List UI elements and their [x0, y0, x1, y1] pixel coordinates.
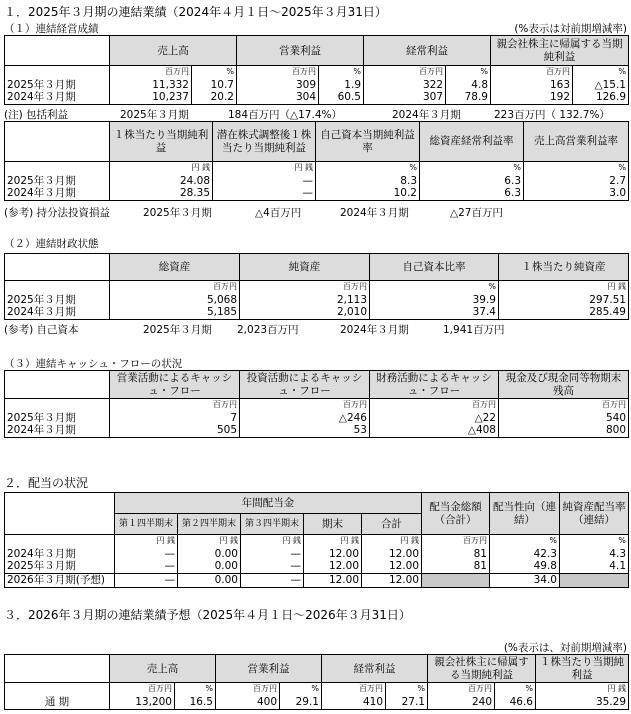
cell: 78.9	[446, 91, 491, 104]
cell: 16.5	[175, 695, 216, 709]
cell: 20.2	[192, 91, 237, 104]
forecast-pct-note: (%表示は、対前期増減率)	[503, 642, 627, 654]
cell: 3.0	[524, 187, 629, 200]
cell: 0.00	[178, 560, 241, 573]
unit-label: %	[316, 162, 420, 175]
header-net-assets: 純資産	[240, 254, 370, 281]
cell: 410	[322, 695, 386, 709]
cell: 309	[237, 78, 319, 91]
cell: △246	[240, 411, 370, 424]
cell: 49.8	[490, 560, 560, 573]
cell: —	[213, 187, 316, 200]
row-label: 2024年３月期	[5, 547, 115, 560]
forecast-header-eps: １株当たり当期純利益	[536, 655, 629, 683]
cell: 7	[110, 411, 240, 424]
row-label: 2026年３月期(予想)	[5, 573, 115, 587]
header-operating-profit: 営業利益	[237, 36, 364, 66]
forecast-title: ３．2026年３月期の連結業績予想（2025年４月１日～2026年３月31日）	[4, 608, 411, 622]
table-row	[5, 91, 629, 104]
cell: 505	[110, 424, 240, 437]
unit-label: 円 銭	[110, 162, 213, 175]
cell: 240	[428, 695, 495, 709]
equity-method-value-2: △27百万円	[450, 207, 503, 219]
per-share-table	[4, 121, 629, 201]
cell: 81	[422, 560, 490, 573]
cell: 192	[491, 91, 573, 104]
cell: 2,010	[240, 306, 370, 319]
table-row	[5, 573, 629, 587]
header-operating-cf: 営業活動によるキャッシュ・フロー	[110, 371, 240, 399]
unit-label: %	[560, 535, 629, 548]
row-label: 2024年３月期	[5, 187, 110, 200]
cell: △22	[370, 411, 499, 424]
unit-label: 円 銭	[536, 683, 629, 696]
header-payout-ratio: 配当性向（連結）	[490, 493, 560, 535]
unit-label: 円 銭	[241, 535, 304, 548]
forecast-header-net-income: 親会社株主に帰属する当期純利益	[428, 655, 536, 683]
cell: 81	[422, 547, 490, 560]
cell: —	[115, 560, 178, 573]
cell: 163	[491, 78, 573, 91]
header-annual-dividends: 年間配当金	[115, 493, 422, 514]
forecast-table	[4, 654, 629, 710]
table-row	[5, 306, 629, 319]
unit-label: 百万円	[110, 399, 240, 412]
cell: 307	[364, 91, 446, 104]
equity-method-label: (参考) 持分法投資損益	[4, 207, 111, 219]
unit-label: 円 銭	[304, 535, 362, 548]
header-total-assets: 総資産	[110, 254, 240, 281]
header-ordinary-profit: 経常利益	[364, 36, 491, 66]
cell: 11,332	[110, 78, 192, 91]
row-label: 2024年３月期	[5, 424, 110, 437]
cell: 5,068	[110, 293, 240, 306]
cell: 24.08	[110, 174, 213, 187]
comprehensive-income-year-1: 2025年３月期	[120, 109, 189, 121]
unit-label: %	[370, 281, 499, 294]
header-net-income: 親会社株主に帰属する当期純利益	[491, 36, 629, 66]
unit-label: %	[175, 683, 216, 696]
header-total: 合計	[362, 514, 422, 535]
header-q3: 第３四半期末	[241, 514, 304, 535]
table-row	[5, 695, 629, 709]
unit-label: 円 銭	[213, 162, 316, 175]
header-financing-cf: 財務活動によるキャッシュ・フロー	[370, 371, 499, 399]
header-diluted-eps: 潜在株式調整後１株当たり当期純利益	[213, 122, 316, 162]
row-label: 2025年３月期	[5, 174, 110, 187]
cell: 28.35	[110, 187, 213, 200]
cell: 2.7	[524, 174, 629, 187]
header-roe: 自己資本当期純利益率	[316, 122, 420, 162]
table-row	[5, 547, 629, 560]
table-row	[5, 560, 629, 573]
unit-label: 百万円	[428, 683, 495, 696]
row-label: 2025年３月期	[5, 293, 110, 306]
cell: —	[115, 547, 178, 560]
cell: 0.00	[178, 547, 241, 560]
unit-label: %	[192, 66, 237, 79]
table-row	[5, 424, 629, 437]
unit-label: %	[573, 66, 629, 79]
pct-note: (%表示は対前期増減率)	[514, 23, 627, 35]
forecast-header-operating-profit: 営業利益	[216, 655, 322, 683]
header-equity-ratio: 自己資本比率	[370, 254, 499, 281]
dividends-table	[4, 492, 629, 588]
cell: 4.1	[560, 560, 629, 573]
header-investing-cf: 投資活動によるキャッシュ・フロー	[240, 371, 370, 399]
row-label: 2025年３月期	[5, 78, 110, 91]
cell: 12.00	[304, 573, 362, 587]
unit-label: 円 銭	[115, 535, 178, 548]
cell: 10.2	[316, 187, 420, 200]
cell: 10.7	[192, 78, 237, 91]
equity-capital-year-1: 2025年３月期	[143, 324, 212, 336]
cell: 285.49	[499, 306, 629, 319]
equity-method-year-2: 2024年３月期	[340, 207, 409, 219]
comprehensive-income-label: (注) 包括利益	[4, 109, 69, 121]
cell: 46.6	[495, 695, 536, 709]
cell: —	[241, 573, 304, 587]
cell: 12.00	[362, 560, 422, 573]
cell: 13,200	[110, 695, 175, 709]
cell: 297.51	[499, 293, 629, 306]
cell: 35.29	[536, 695, 629, 709]
cell: 53	[240, 424, 370, 437]
header-q2: 第２四半期末	[178, 514, 241, 535]
cell: 12.00	[304, 560, 362, 573]
row-label: 通 期	[5, 695, 110, 709]
cell: △15.1	[573, 78, 629, 91]
unit-label: 百万円	[322, 683, 386, 696]
cell: 2,113	[240, 293, 370, 306]
financial-position-table	[4, 253, 629, 320]
cell: 800	[499, 424, 629, 437]
header-bps: １株当たり純資産	[499, 254, 629, 281]
row-label: 2024年３月期	[5, 91, 110, 104]
cell: 5,185	[110, 306, 240, 319]
unit-label: 百万円	[237, 66, 319, 79]
cell: 27.1	[386, 695, 428, 709]
cell: 12.00	[362, 547, 422, 560]
comprehensive-income-value-1: 184百万円（△17.4%）	[228, 109, 342, 121]
cell: —	[115, 573, 178, 587]
forecast-header-ordinary-profit: 経常利益	[322, 655, 428, 683]
unit-label: 百万円	[499, 399, 629, 412]
comprehensive-income-year-2: 2024年３月期	[392, 109, 461, 121]
cell: 0.00	[178, 573, 241, 587]
cell: 12.00	[304, 547, 362, 560]
table-row	[5, 174, 629, 187]
header-cash-balance: 現金及び現金同等物期末残高	[499, 371, 629, 399]
cell: —	[213, 174, 316, 187]
cell: 540	[499, 411, 629, 424]
table-row	[5, 78, 629, 91]
comprehensive-income-value-2: 223百万円（ 132.7%）	[494, 109, 610, 121]
equity-capital-year-2: 2024年３月期	[340, 324, 409, 336]
header-q1: 第１四半期末	[115, 514, 178, 535]
unit-label: 円 銭	[499, 281, 629, 294]
cell: 304	[237, 91, 319, 104]
header-roa: 総資産経常利益率	[420, 122, 524, 162]
header-eps: １株当たり当期純利益	[110, 122, 213, 162]
cell: 10,237	[110, 91, 192, 104]
unit-label: %	[386, 683, 428, 696]
unit-label: 円 銭	[178, 535, 241, 548]
cell: 4.8	[446, 78, 491, 91]
unit-label: 百万円	[240, 281, 370, 294]
row-label: 2025年３月期	[5, 411, 110, 424]
operating-results-table	[4, 35, 629, 105]
cell: 8.3	[316, 174, 420, 187]
unit-label: 百万円	[364, 66, 446, 79]
unit-label: %	[446, 66, 491, 79]
equity-capital-value-1: 2,023百万円	[237, 324, 299, 336]
header-net-sales: 売上高	[110, 36, 237, 66]
cell: △408	[370, 424, 499, 437]
unit-label: %	[524, 162, 629, 175]
row-label: 2024年３月期	[5, 306, 110, 319]
cell: 6.3	[420, 174, 524, 187]
equity-method-year-1: 2025年３月期	[143, 207, 212, 219]
header-year-end: 期末	[304, 514, 362, 535]
cell: 400	[216, 695, 280, 709]
header-dividend-to-equity: 純資産配当率（連結）	[560, 493, 629, 535]
unit-label: 円 銭	[362, 535, 422, 548]
unit-label: %	[420, 162, 524, 175]
unit-label: %	[280, 683, 322, 696]
unit-label: 百万円	[240, 399, 370, 412]
unit-label: 百万円	[422, 535, 490, 548]
cell: —	[241, 547, 304, 560]
equity-method-value-1: △4百万円	[255, 207, 302, 219]
cell-shaded	[560, 573, 629, 587]
unit-label: 百万円	[110, 281, 240, 294]
equity-capital-value-2: 1,941百万円	[443, 324, 505, 336]
cell: 4.3	[560, 547, 629, 560]
dividends-title: ２．配当の状況	[4, 476, 89, 490]
unit-label: %	[319, 66, 364, 79]
cell: 34.0	[490, 573, 560, 587]
subsection-2-title: （２）連結財政状態	[4, 238, 99, 250]
cell: 322	[364, 78, 446, 91]
unit-label: 百万円	[491, 66, 573, 79]
unit-label: %	[490, 535, 560, 548]
unit-label: 百万円	[110, 66, 192, 79]
header-operating-margin: 売上高営業利益率	[524, 122, 629, 162]
cell: 1.9	[319, 78, 364, 91]
header-total-dividends: 配当金総額（合計）	[422, 493, 490, 535]
equity-capital-label: (参考) 自己資本	[4, 324, 79, 336]
unit-label: 百万円	[370, 399, 499, 412]
cell: 29.1	[280, 695, 322, 709]
cell: —	[241, 560, 304, 573]
forecast-header-net-sales: 売上高	[110, 655, 216, 683]
cell: 39.9	[370, 293, 499, 306]
section-1-title: １．2025年３月期の連結業績（2024年４月１日～2025年３月31日）	[4, 5, 387, 19]
cell: 60.5	[319, 91, 364, 104]
cell: 126.9	[573, 91, 629, 104]
row-label: 2025年３月期	[5, 560, 115, 573]
unit-label: 百万円	[216, 683, 280, 696]
unit-label: 百万円	[110, 683, 175, 696]
cell: 12.00	[362, 573, 422, 587]
cell: 42.3	[490, 547, 560, 560]
cell: 37.4	[370, 306, 499, 319]
subsection-3-title: （３）連結キャッシュ・フローの状況	[4, 358, 183, 370]
unit-label: %	[495, 683, 536, 696]
cell-shaded	[422, 573, 490, 587]
table-row	[5, 293, 629, 306]
table-row	[5, 187, 629, 200]
cell: 6.3	[420, 187, 524, 200]
subsection-1-title: （１）連結経営成績	[4, 23, 99, 35]
cash-flow-table	[4, 370, 629, 438]
table-row	[5, 411, 629, 424]
